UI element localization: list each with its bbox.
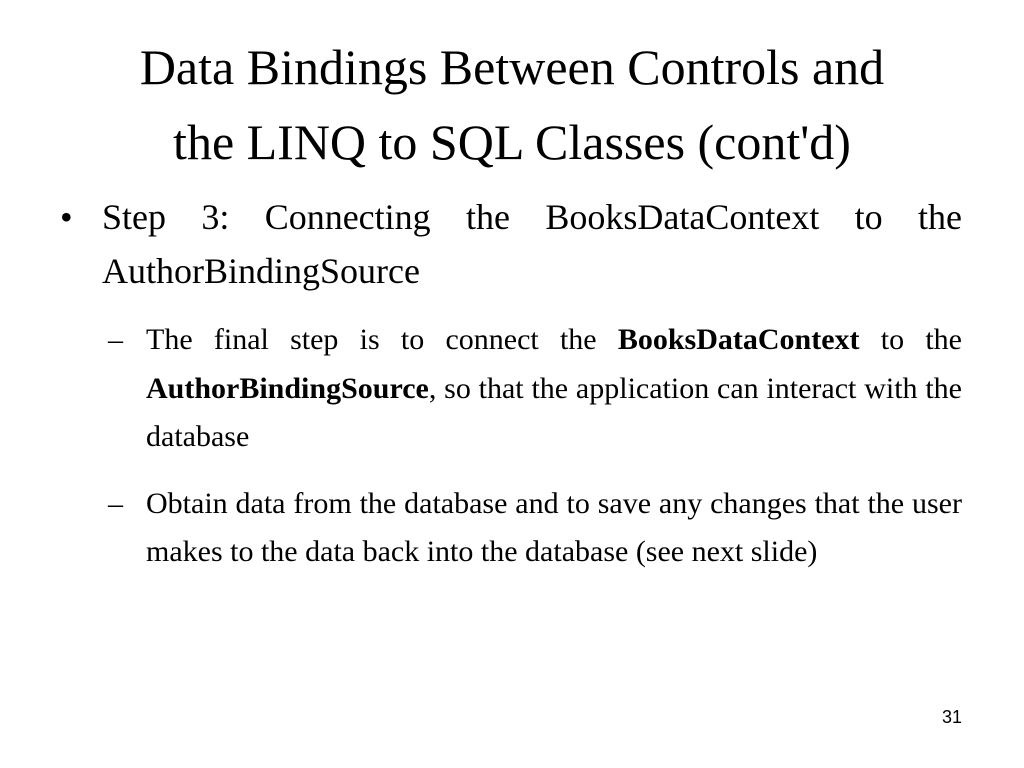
subbullet-marker: – [108,323,123,356]
subbullet-obtain-data-text: Obtain data from the database and to save any changes that the user makes to the data back into the database (see next slide) [146,486,962,569]
subbullet-final-step-part1: The final step is to connect the [146,323,618,356]
subbullet-final-step-part3: , so that the application can interact with the database [146,371,962,454]
subbullet-final-step-bold1: BooksDataContext [617,323,860,356]
subbullet-obtain-data [104,480,962,577]
subbullet-final-step-text [146,323,962,453]
slide-title [40,30,984,180]
bullet-step-3 [60,190,962,298]
subbullet-final-step-bold2: AuthorBindingSource [146,371,429,405]
subbullet-marker: – [108,486,123,520]
slide-title-line-2: the LINQ to SQL Classes (cont'd) [173,114,851,170]
subbullet-final-step-part2: to the [859,323,962,356]
subbullet-final-step [104,316,962,462]
bullet-step-3-text: Step 3: Connecting the BooksDataContext to the AuthorBindingSource [102,197,962,291]
bullet-marker: • [60,197,73,237]
slide-title-line-1: Data Bindings Between Controls and [139,39,885,95]
page-number: 31 [941,707,962,727]
slide-body [60,190,962,577]
